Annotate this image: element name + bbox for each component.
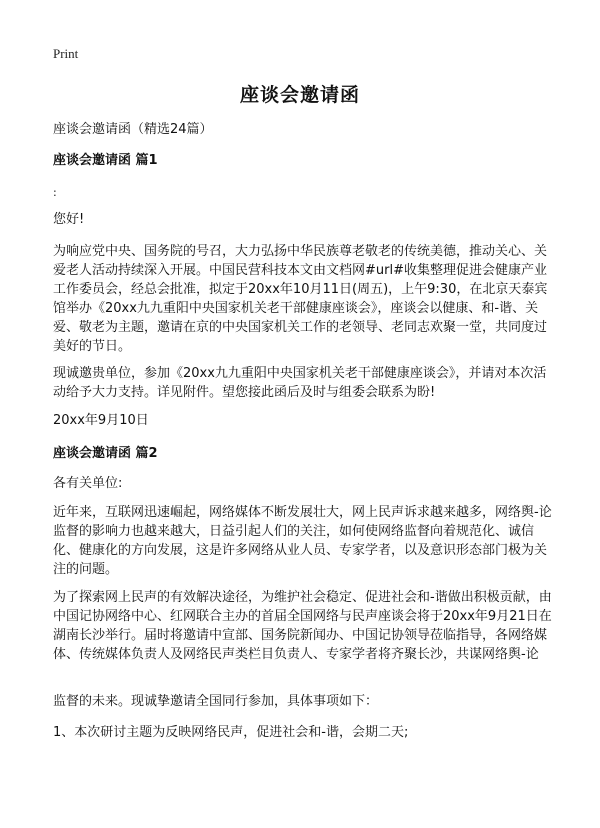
section1-paragraph: 现诚邀贵单位，参加《20xx九九重阳中央国家机关老干部健康座谈会》，并请对本次活动给予大力支持。详见附件。望您接此函后及时与组委会联系为盼! — [53, 366, 547, 400]
section1-dot: : — [53, 186, 57, 199]
section2-list-item: 1、本次研讨主题为反映网络民声，促进社会和-谐，会期二天; — [53, 725, 409, 740]
page-title: 座谈会邀请函 — [239, 84, 360, 106]
print-label: Print — [53, 46, 79, 61]
section2-heading: 座谈会邀请函 篇2 — [53, 446, 158, 461]
section1-heading: 座谈会邀请函 篇1 — [53, 153, 158, 168]
section2-paragraph: 近年来，互联网迅速崛起，网络媒体不断发展壮大，网上民声诉求越来越多，网络舆-论监督的影响力也越来越大，日益引起人们的关注，如何使网络监督向着规范化、诚信化、健康化的方向发展，这是许多网络从业人员、专家学者，以及意识形态部门极为关注的问题。 — [53, 505, 552, 577]
section1-paragraph: 为响应党中央、国务院的号召，大力弘扬中华民族尊老敬老的传统美德，推动关心、关爱老人活动持续深入开展。中国民营科技本文由文档网#url#收集整理促进会健康产业工作委员会，经总会批准，拟定于20xx年10月11日(周五)，上午9:30，在北京天泰宾馆举办《20xx九九重阳中央国家机关老干部健康座谈会》，座谈会以健康、和-谐、关爱、敬老为主题，邀请在京的中央国家机关工作的老领导、老同志欢聚一堂，共同度过美好的节日。 — [53, 244, 548, 354]
section2-paragraph: 监督的未来。现诚挚邀请全国同行参加，具体事项如下： — [53, 694, 379, 709]
section2-paragraph: 为了探索网上民声的有效解决途径，为维护社会稳定、促进社会和-谐做出积极贡献，由中国记协网络中心、红网联合主办的首届全国网络与民声座谈会将于20xx年9月21日在湖南长沙举行。届时将邀请中宣部、国务院新闻办、中国记协领导莅临指导，各网络媒体、传统媒体负责人及网络民声类栏目负责人、专家学者将齐聚长沙，共谋网络舆-论 — [53, 590, 552, 662]
section2-greeting: 各有关单位: — [53, 476, 123, 491]
doc-subtitle: 座谈会邀请函（精选24篇） — [53, 122, 213, 137]
section1-greeting: 您好! — [53, 212, 85, 227]
section1-date: 20xx年9月10日 — [53, 413, 149, 428]
